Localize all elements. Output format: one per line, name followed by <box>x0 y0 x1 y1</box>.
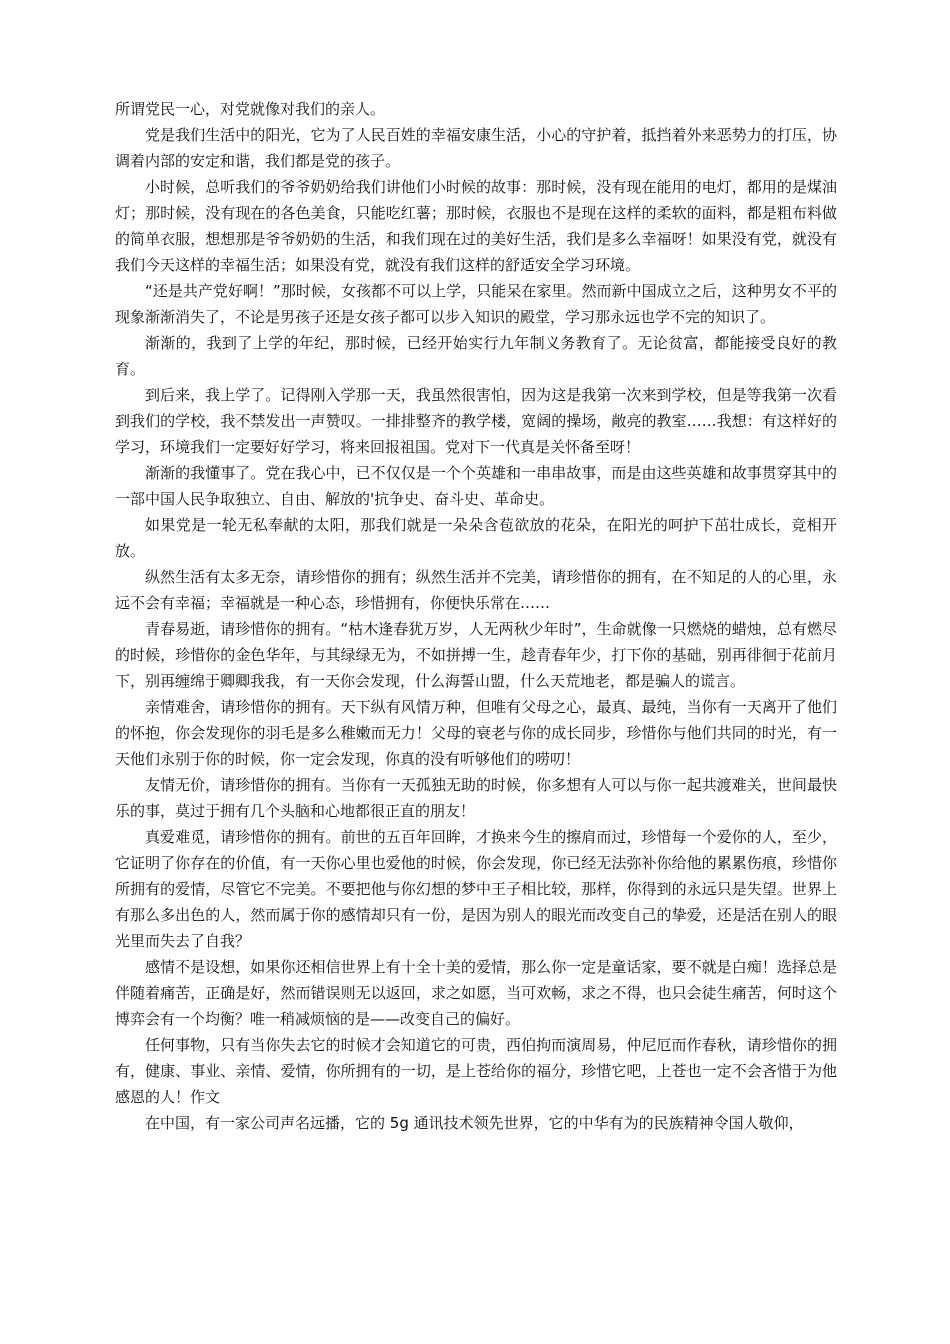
paragraph: 渐渐的，我到了上学的年纪，那时候，已经开始实行九年制义务教育了。无论贫富，都能接受良好的教育。 <box>115 334 837 378</box>
paragraph: 青春易逝，请珍惜你的拥有。“枯木逢春犹万岁，人无两秋少年时”，生命就像一只燃烧的蜡烛，总有燃尽的时候，珍惜你的金色华年，与其绿绿无为，不如拼搏一生，趁青春年少，打下你的基础，别再徘徊于花前月下，别再缠绵于卿卿我我，有一天你会发现，什么海誓山盟，什么天荒地老，都是骗人的谎言。 <box>115 620 837 690</box>
paragraph: 感情不是设想，如果你还相信世界上有十全十美的爱情，那么你一定是童话家，要不就是白痴！选择总是伴随着痛苦，正确是好，然而错误则无以返回，求之如愿，当可欢畅，求之不得，也只会徒生痛苦，何时这个博弈会有一个均衡？唯一稍减烦恼的是——改变自己的偏好。 <box>115 958 837 1028</box>
paragraph: “还是共产党好啊！”那时候，女孩都不可以上学，只能呆在家里。然而新中国成立之后，这种男女不平的现象渐渐消失了，不论是男孩子还是女孩子都可以步入知识的殿堂，学习那永远也学不完的知识了。 <box>115 282 837 326</box>
paragraph: 在中国，有一家公司声名远播，它的 5g 通讯技术领先世界，它的中华有为的民族精神令国人敬仰， <box>145 1114 804 1132</box>
paragraph: 如果党是一轮无私奉献的太阳，那我们就是一朵朵含苞欲放的花朵，在阳光的呵护下茁壮成长，竞相开放。 <box>115 516 837 560</box>
paragraph: 亲情难舍，请珍惜你的拥有。天下纵有风情万种，但唯有父母之心，最真、最纯，当你有一天离开了他们的怀抱，你会发现你的羽毛是多么稚嫩而无力！父母的衰老与你的成长同步，珍惜你与他们共同的时光，有一天他们永别于你的时候，你一定会发现，你真的没有听够他们的唠叨！ <box>115 698 837 768</box>
paragraph: 党是我们生活中的阳光，它为了人民百姓的幸福安康生活，小心的守护着，抵挡着外来恶势力的打压，协调着内部的安定和谐，我们都是党的孩子。 <box>115 126 837 170</box>
paragraph: 真爱难觅，请珍惜你的拥有。前世的五百年回眸，才换来今生的擦肩而过，珍惜每一个爱你的人，至少，它证明了你存在的价值，有一天你心里也爱他的时候，你会发现，你已经无法弥补你给他的累累伤痕，珍惜你所拥有的爱情，尽管它不完美。不要把他与你幻想的梦中王子相比较，那样，你得到的永远只是失望。世界上有那么多出色的人，然而属于你的感情却只有一份，是因为别人的眼光而改变自己的挚爱，还是活在别人的眼光里而失去了自我？ <box>115 828 837 950</box>
paragraph: 小时候，总听我们的爷爷奶奶给我们讲他们小时候的故事：那时候，没有现在能用的电灯，都用的是煤油灯；那时候，没有现在的各色美食，只能吃红薯；那时候，衣服也不是现在这样的柔软的面料，都是粗布料做的简单衣服，想想那是爷爷奶奶的生活，和我们现在过的美好生活，我们是多么幸福呀！如果没有党，就没有我们今天这样的幸福生活；如果没有党，就没有我们这样的舒适安全学习环境。 <box>115 178 837 274</box>
paragraph: 到后来，我上学了。记得刚入学那一天，我虽然很害怕，因为这是我第一次来到学校，但是等我第一次看到我们的学校，我不禁发出一声赞叹。一排排整齐的教学楼，宽阔的操场，敞亮的教室……我想：有这样好的学习，环境我们一定要好好学习，将来回报祖国。党对下一代真是关怀备至呀！ <box>115 386 837 456</box>
paragraph: 友情无价，请珍惜你的拥有。当你有一天孤独无助的时候，你多想有人可以与你一起共渡难关，世间最快乐的事，莫过于拥有几个头脑和心地都很正直的朋友！ <box>115 776 837 820</box>
paragraph: 所谓党民一心，对党就像对我们的亲人。 <box>115 100 386 118</box>
document-page <box>115 96 837 1136</box>
paragraph: 纵然生活有太多无奈，请珍惜你的拥有；纵然生活并不完美，请珍惜你的拥有，在不知足的人的心里，永远不会有幸福；幸福就是一种心态，珍惜拥有，你便快乐常在…… <box>115 568 837 612</box>
paragraph: 任何事物，只有当你失去它的时候才会知道它的可贵，西伯拘而演周易，仲尼厄而作春秋，请珍惜你的拥有，健康、事业、亲情、爱情，你所拥有的一切，是上苍给你的福分，珍惜它吧，上苍也一定不会吝惜于为他感恩的人！作文 <box>115 1036 837 1106</box>
paragraph: 渐渐的我懂事了。党在我心中，已不仅仅是一个个英雄和一串串故事，而是由这些英雄和故事贯穿其中的一部中国人民争取独立、自由、解放的'抗争史、奋斗史、革命史。 <box>115 464 837 508</box>
